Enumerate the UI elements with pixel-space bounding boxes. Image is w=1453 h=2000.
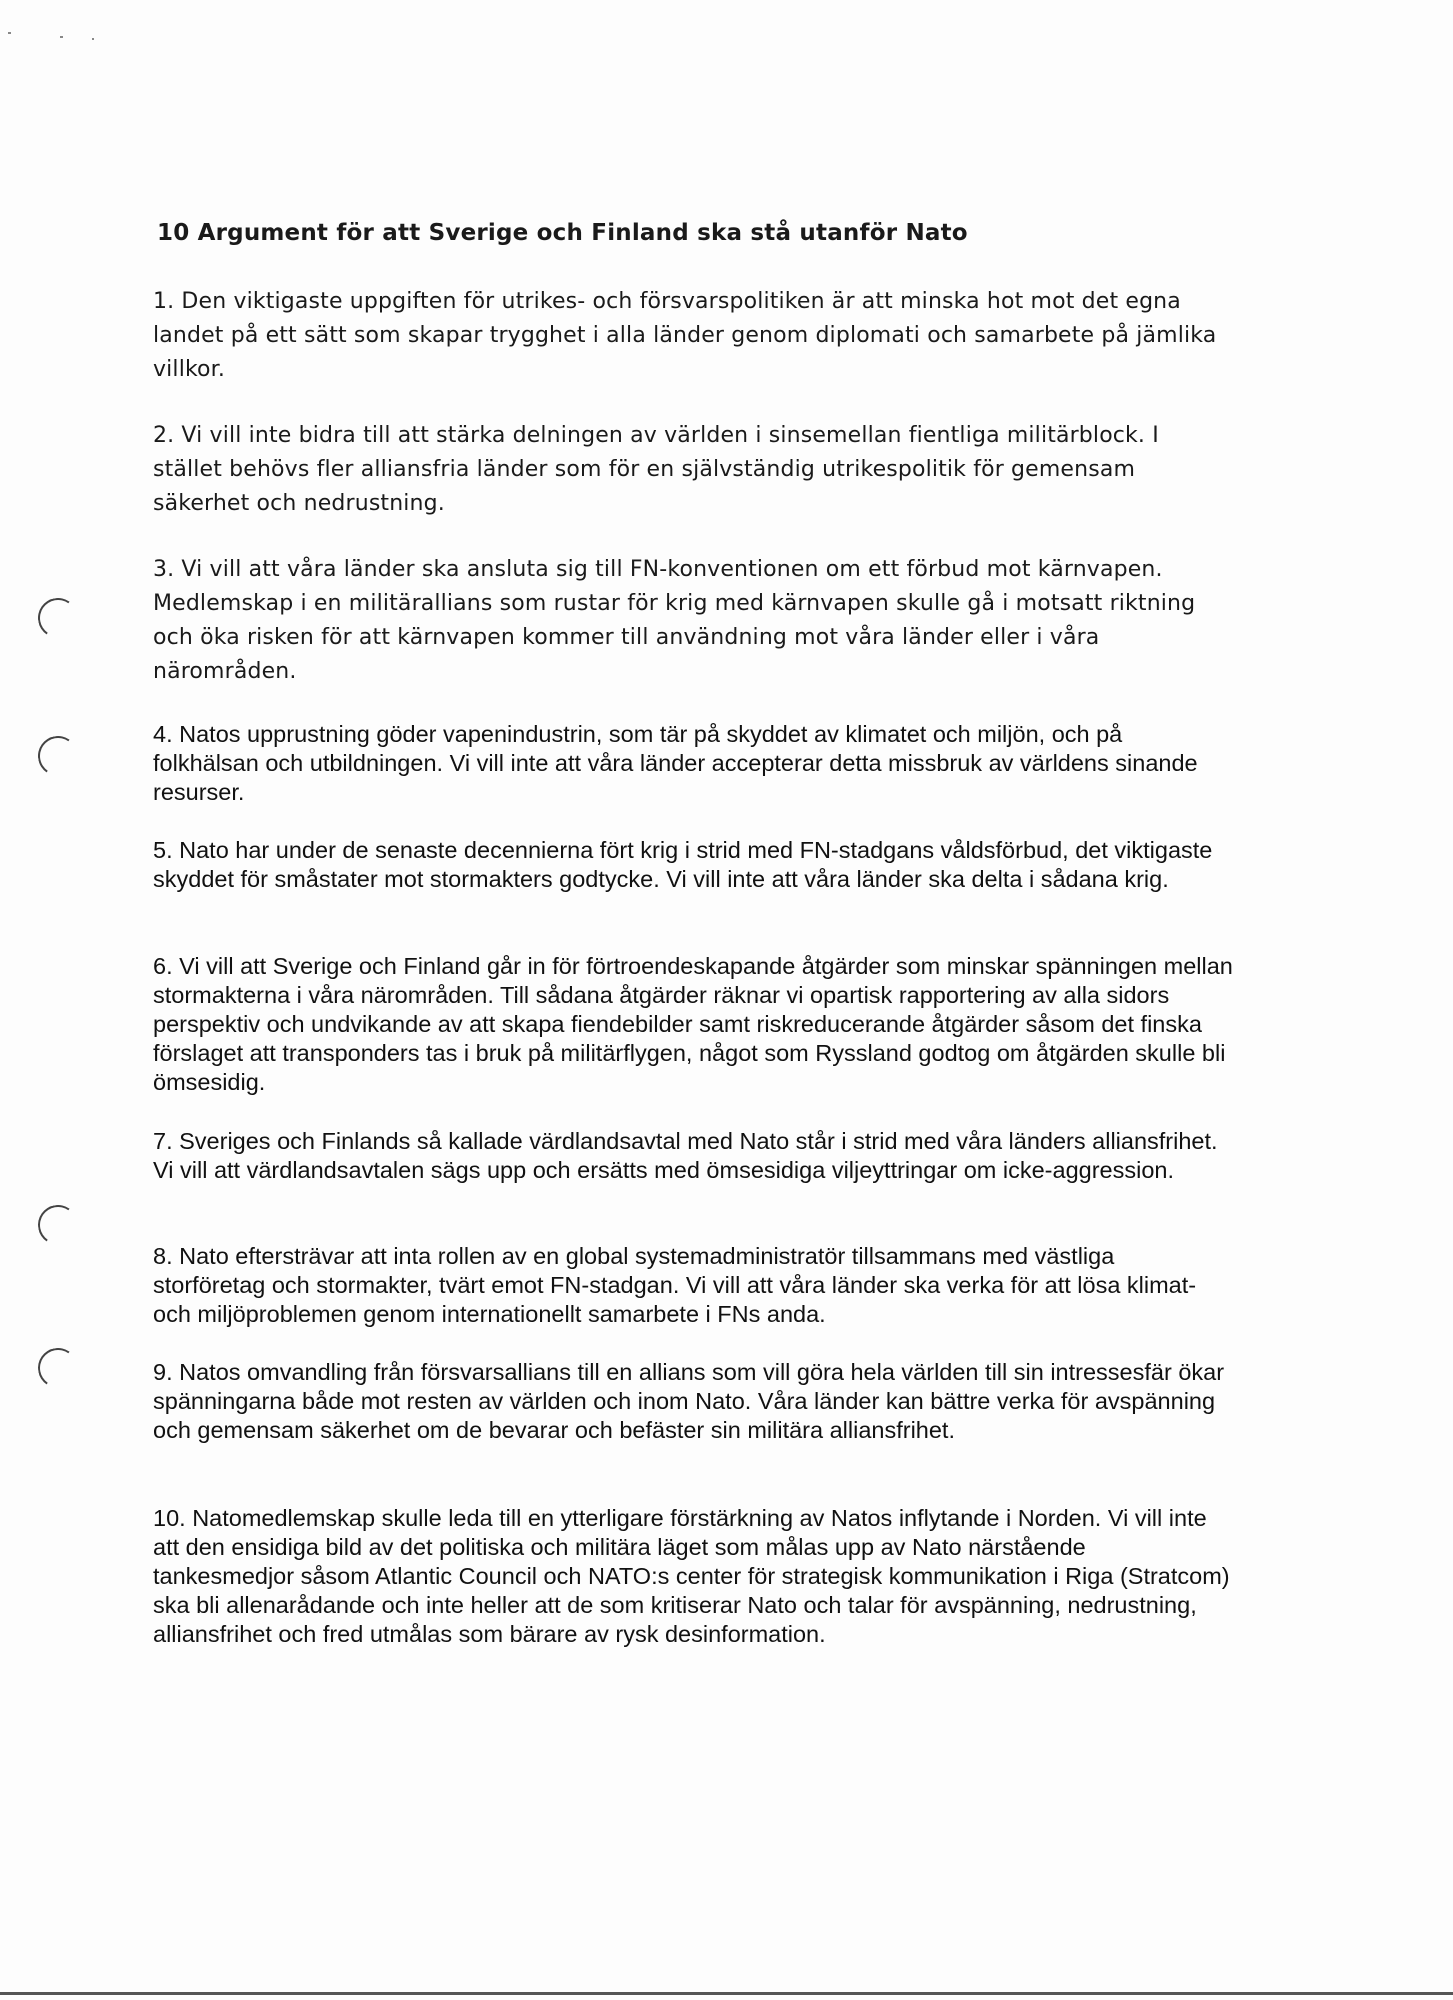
argument-4: 4. Natos upprustning göder vapenindustrin, som tär på skyddet av klimatet och miljön, och på folkhälsan och utbildningen. Vi vill inte att våra länder accepterar detta missbruk av världens sinande resurser.	[153, 721, 1198, 805]
argument-9: 9. Natos omvandling från försvarsallians till en allians som vill göra hela världen till sin intressesfär ökar spänningarna både mot resten av världen och inom Nato. Våra länder kan bättre verka för avspänning och gemensam säkerhet om de bevarar och befäster sin militära alliansfrihet.	[153, 1359, 1225, 1443]
argument-6: 6. Vi vill att Sverige och Finland går in för förtroendeskapande åtgärder som minskar spänningen mellan stormakterna i våra närområden. Till sådana åtgärder räknar vi opartisk rapportering av alla sidors perspektiv och undvikande av att skapa fiendebilder samt riskreducerande åtgärder såsom det finska förslaget att transponders tas i bruk på militärflygen, något som Ryssland godtog om åtgärden skulle bli ömsesidig.	[153, 953, 1233, 1095]
argument-10: 10. Natomedlemskap skulle leda till en ytterligare förstärkning av Natos inflytande i Norden. Vi vill inte att den ensidiga bild av det politiska och militära läget som målas upp av Nato närstående tankesmedjor såsom Atlantic Council och NATO:s center för strategisk kommunikation i Riga (Stratcom) ska bli allenarådande och inte heller att de som kritiserar Nato och talar för avspänning, nedrustning, alliansfrihet och fred utmålas som bärare av rysk desinformation.	[153, 1505, 1230, 1647]
argument-3: 3. Vi vill att våra länder ska ansluta sig till FN-konventionen om ett förbud mot kärnvapen. Medlemskap i en militärallians som rustar för krig med kärnvapen skulle gå i motsatt riktning och öka risken för att kärnvapen kommer till användning mot våra länder eller i våra närområden.	[153, 557, 1196, 684]
scan-bottom-edge	[0, 1992, 1453, 1995]
punch-hole-mark	[35, 595, 81, 641]
punch-hole-mark	[35, 1202, 81, 1248]
scan-speck	[92, 38, 94, 40]
argument-1: 1. Den viktigaste uppgiften för utrikes- och försvarspolitiken är att minska hot mot det egna landet på ett sätt som skapar trygghet i alla länder genom diplomati och samarbete på jämlika villkor.	[153, 289, 1217, 382]
scan-speck	[60, 36, 63, 38]
punch-hole-mark	[35, 733, 81, 779]
punch-hole-mark	[35, 1345, 81, 1391]
argument-8: 8. Nato eftersträvar att inta rollen av en global systemadministratör tillsammans med västliga storföretag och stormakter, tvärt emot FN-stadgan. Vi vill att våra länder ska verka för att lösa klimat- och miljöproblemen genom internationellt samarbete i FNs anda.	[153, 1243, 1197, 1327]
argument-5: 5. Nato har under de senaste decennierna fört krig i strid med FN-stadgans våldsförbud, det viktigaste skyddet för småstater mot stormakters godtycke. Vi vill inte att våra länder ska delta i sådana krig.	[153, 837, 1213, 892]
argument-7: 7. Sveriges och Finlands så kallade värdlandsavtal med Nato står i strid med våra länders alliansfrihet. Vi vill att värdlandsavtalen sägs upp och ersätts med ömsesidiga viljeyttringar om icke-aggression.	[153, 1128, 1218, 1183]
scan-speck	[8, 32, 11, 34]
document-title: 10 Argument för att Sverige och Finland ska stå utanför Nato	[157, 220, 968, 246]
argument-2: 2. Vi vill inte bidra till att stärka delningen av världen i sinsemellan fientliga militärblock. I stället behövs fler alliansfria länder som för en självständig utrikespolitik för gemensam säkerhet och nedrustning.	[153, 423, 1159, 516]
